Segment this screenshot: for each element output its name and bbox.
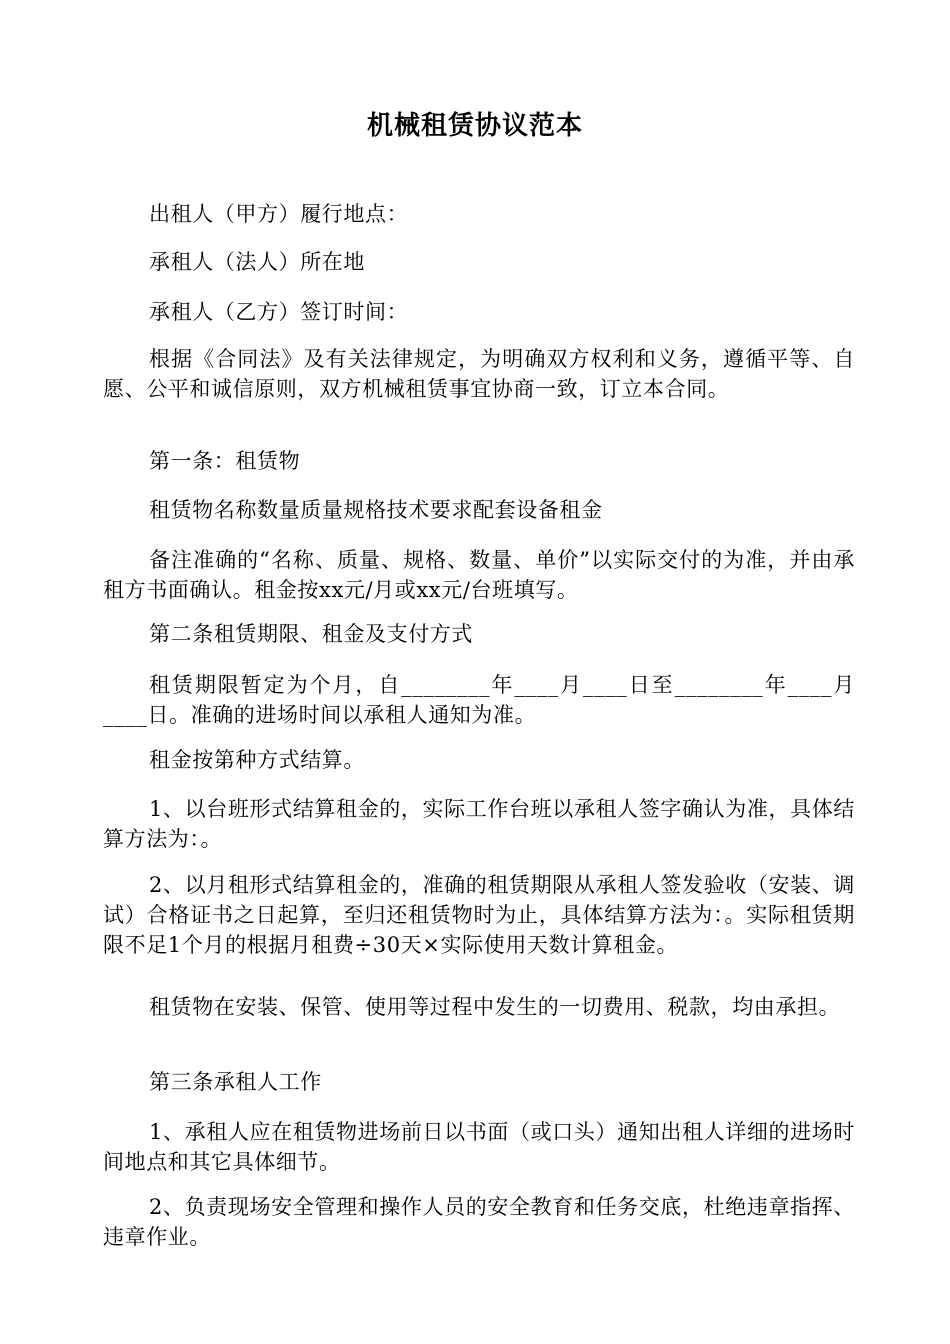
paragraph-rent-settlement: 租金按第种方式结算。: [149, 748, 365, 772]
paragraph-costs: 租赁物在安装、保管、使用等过程中发生的一切费用、税款，均由承担。: [149, 995, 841, 1019]
paragraph-lessee-signing-time: 承租人（乙方）签订时间：: [149, 300, 409, 324]
paragraph-lessee-notice: 1、承租人应在租赁物进场前日以书面（或口头）通知出租人详细的进场时间地点和其它具体细节。: [103, 1120, 855, 1174]
paragraph-lease-term: 租赁期限暂定为个月，自________年____月____日至________年____月____日。准确的进场时间以承租人通知为准。: [103, 673, 855, 727]
paragraph-shift-settlement: 1、以台班形式结算租金的，实际工作台班以承租人签字确认为准，具体结算方法为：。: [103, 797, 855, 851]
article-2-heading: 第二条租赁期限、租金及支付方式: [149, 622, 473, 646]
paragraph-preamble: 根据《合同法》及有关法律规定，为明确双方权利和义务，遵循平等、自愿、公平和诚信原则，双方机械租赁事宜协商一致，订立本合同。: [103, 347, 855, 401]
paragraph-lease-items: 租赁物名称数量质量规格技术要求配套设备租金: [149, 498, 603, 522]
paragraph-lessee-location: 承租人（法人）所在地: [149, 250, 365, 274]
document-title: 机械租赁协议范本: [366, 111, 583, 141]
paragraph-lessor-place: 出租人（甲方）履行地点：: [149, 202, 409, 226]
article-1-heading: 第一条：租赁物: [149, 449, 301, 473]
article-3-heading: 第三条承租人工作: [149, 1070, 322, 1094]
paragraph-monthly-settlement: 2、以月租形式结算租金的，准确的租赁期限从承租人签发验收（安装、调试）合格证书之日起算，至归还租赁物时为止，具体结算方法为：。实际租赁期限不足1个月的根据月租费÷30天×实际使用天数计算租金。: [103, 873, 855, 957]
paragraph-safety-management: 2、负责现场安全管理和操作人员的安全教育和任务交底，杜绝违章指挥、违章作业。: [103, 1195, 855, 1249]
paragraph-remarks: 备注准确的“名称、质量、规格、数量、单价”以实际交付的为准，并由承租方书面确认。租金按xx元/月或xx元/台班填写。: [103, 548, 855, 602]
